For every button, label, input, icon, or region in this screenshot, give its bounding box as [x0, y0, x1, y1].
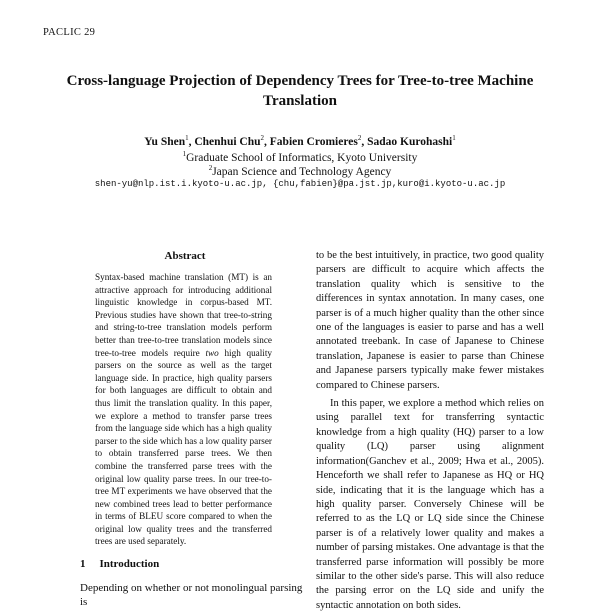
- affiliation-text: Japan Science and Technology Agency: [212, 165, 392, 178]
- affiliation-text: Graduate School of Informatics, Kyoto University: [186, 151, 418, 164]
- title-line-1: Cross-language Projection of Dependency Trees for Tree-to-tree Machine: [66, 73, 534, 89]
- author-name: Fabien Cromieres: [269, 135, 358, 148]
- author-list: Yu Shen$^1$, Chenhui Chu$^2$, Fabien Cromieres$^2$, Sadao Kurohashi$^1$: [144, 134, 456, 148]
- affiliation-2: [40, 164, 560, 178]
- section-number: 1: [80, 558, 86, 570]
- introduction-first-line: Depending on whether or not monolingual parsing is: [80, 582, 303, 608]
- paragraph-method: In this paper, we explore a method which relies on using parallel text for transferring syntactic knowledge from a high quality (HQ) parser to a low quality (LQ) parser using alignment information(Ganchev et al., 2009; Hwa et al., 2005). Henceforth we shall refer to Japanese as HQ or HQ side, indicating that it is the language which has a high quality parser. Conversely Chinese will be referred to as the LQ or LQ side since the Chinese parser is of a relatively lower quality and makes a number of parsing mistakes. One advantage is that the transferred parse information will possibly be more similar to the other side's parse. This will also reduce the parsing error on the LQ side and unify the syntactic annotation on both sides.: [316, 398, 544, 611]
- abstract-heading: Abstract: [164, 250, 206, 262]
- affiliation-1: [40, 150, 560, 164]
- author-name: Yu Shen: [144, 135, 186, 148]
- affiliation-mark: 1: [182, 150, 187, 158]
- section-title: Introduction: [99, 558, 160, 570]
- abstract-body: [95, 271, 272, 548]
- paper-title: [50, 71, 550, 111]
- paragraph-continuation: to be the best intuitively, in practice, two good quality parsers are difficult to acquire which affects the translation quality which is sensitive to the differences in syntax annotation. In many cases, one parser is of a much higher quality than the other since one of the languages is easier to parse and has a well annotated treebank. In case of Japanese to Chinese translation, Japanese is easier to parse than Chinese and Japanese parsers typically make fewer mistakes compared to Chinese parsers.: [316, 250, 544, 391]
- abstract-emphasis: two: [205, 347, 219, 358]
- author-name: Sadao Kurohashi: [367, 135, 453, 148]
- author-emails: shen-yu@nlp.ist.i.kyoto-u.ac.jp, {chu,fabien}@pa.jst.jp,kuro@i.kyoto-u.ac.jp: [94, 179, 506, 189]
- right-column: [316, 249, 544, 613]
- conference-header: PACLIC 29: [43, 27, 96, 38]
- affiliation-mark: 2: [208, 164, 213, 172]
- abstract-text-part-1: Syntax-based machine translation (MT) is an attractive approach for introducing additional linguistic knowledge in corpus-based MT. Previous studies have shown that tree-to-string and string-to-tree translation models perform better than tree-to-tree translation models since tree-to-tree models require: [95, 272, 272, 358]
- title-line-2: Translation: [263, 93, 337, 109]
- abstract-text-part-2: high quality parsers on the source as well as the target language side. In practice, high quality parsers for both languages are difficult to obtain and thus limit the translation quality. In this paper, we explore a method to transfer parse trees from the language side which has a high quality parser to the side which has a low quality parser to obtain transferred parse trees. We then combine the transferred parse trees with the original low quality parse trees. In our tree-to-tree MT experiments we have observed that the new combined trees lead to better performance in terms of BLEU score compared to when the original low quality trees and the transferred trees are used separately.: [95, 347, 273, 547]
- author-affiliation-mark: 2: [357, 134, 362, 142]
- author-affiliation-mark: 2: [260, 134, 265, 142]
- author-affiliation-mark: 1: [452, 134, 456, 142]
- author-affiliation-mark: 1: [185, 134, 189, 142]
- author-name: Chenhui Chu: [194, 135, 261, 148]
- section-heading-introduction: [80, 558, 173, 570]
